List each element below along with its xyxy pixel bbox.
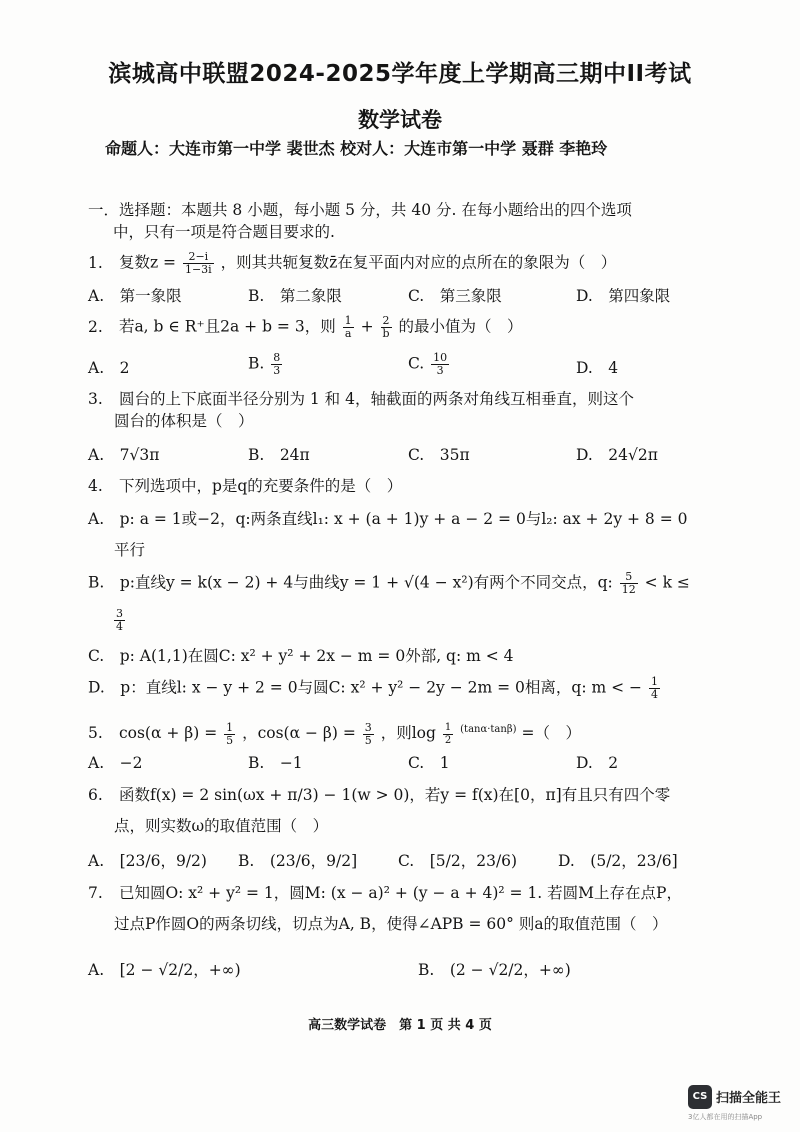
option-d: D. (5/2，23/6]: [558, 852, 678, 870]
option-a: A. [23/6，9/2): [88, 852, 207, 870]
q2-f2-top: 2: [381, 315, 392, 328]
question-2: [88, 315, 523, 340]
option-c: C. 35π: [408, 446, 470, 464]
option-a: A. 第一象限: [88, 287, 182, 305]
option-b-top: 8: [273, 351, 281, 364]
option-b-fraction: [271, 352, 282, 377]
q3-line2: 圆台的体积是（ ）: [114, 412, 254, 430]
q2-options: [88, 351, 688, 380]
q3-line1: 圆台的上下底面半径分别为 1 和 4，轴截面的两条对角线互相垂直，则这个: [118, 390, 634, 408]
question-4: [88, 475, 402, 497]
q4-option-b: [88, 571, 690, 596]
q4-b2-top: 3: [116, 607, 123, 620]
option-c-label: C.: [408, 354, 425, 373]
q4-d-top: 1: [650, 675, 658, 688]
q4-b-bottom: 12: [621, 583, 636, 596]
question-number: 4.: [88, 477, 103, 495]
q5-exponent: (tanα·tanβ): [460, 724, 517, 735]
q4-d-bottom: 4: [650, 688, 658, 701]
question-3: [88, 388, 634, 410]
question-3-cont: [114, 410, 254, 432]
option-c: [408, 352, 451, 377]
q4-b-fraction-2: [114, 608, 125, 633]
q6-line2: 点，则实数ω的取值范围（ ）: [114, 817, 329, 835]
q5-post: ，则log: [380, 724, 436, 743]
option-c: C. 1: [408, 754, 450, 772]
q3-options: [88, 443, 688, 467]
q2-stem-post: 的最小值为（ ）: [398, 317, 523, 336]
q1-stem-post: ，则其共轭复数z̄在复平面内对应的点所在的象限为（ ）: [220, 253, 617, 272]
q5-pre: cos(α + β) =: [118, 724, 218, 743]
q7-line1: 已知圆O: x² + y² = 1，圆M: (x − a)² + (y − a + 4)² = 1. 若圆M上存在点P，: [118, 884, 682, 902]
option-b: [248, 352, 284, 377]
q6-options: [88, 849, 688, 873]
q5-fraction-1: [224, 722, 235, 747]
q5-f1-top: 1: [226, 720, 234, 734]
q4-option-c: [88, 645, 514, 667]
q2-fraction-1: [343, 315, 354, 340]
question-number: 3.: [88, 390, 103, 408]
q5-mid: ，cos(α − β) =: [242, 724, 356, 743]
q5-f1-bottom: 5: [226, 733, 234, 747]
q1-fraction: [183, 251, 214, 276]
option-d: D. 2: [576, 754, 619, 772]
option-d: D. 第四象限: [576, 287, 671, 305]
question-number: 5.: [88, 724, 103, 743]
q2-plus: +: [360, 317, 374, 336]
page-subtitle: 数学试卷: [358, 108, 442, 132]
camscanner-watermark: [688, 1085, 788, 1121]
option-c: C. 第三象限: [408, 287, 502, 305]
q4-option-d: [88, 676, 662, 701]
option-b: B. −1: [248, 754, 303, 772]
option-c: C. [5/2，23/6): [398, 852, 518, 870]
option-a: A. 2: [88, 359, 130, 377]
watermark-app-name: 扫描全能王: [716, 1091, 782, 1106]
option-d: D. 24√2π: [576, 446, 658, 464]
question-number: 2.: [88, 317, 103, 336]
q4-b-line1: B. p:直线y = k(x − 2) + 4与曲线y = 1 + √(4 − x²)有两个不同交点，q:: [88, 573, 613, 592]
q4-option-b-cont: [112, 608, 127, 633]
q4-a-line2: 平行: [114, 541, 146, 559]
q7-options: [88, 958, 688, 982]
q5-f2-bottom: 5: [364, 733, 372, 747]
q4-c-text: C. p: A(1,1)在圆C: x² + y² + 2x − m = 0外部, q: m < 4: [88, 647, 514, 665]
q4-b-post: < k ≤: [644, 573, 690, 592]
watermark-tagline: 3亿人都在用的扫描App: [688, 1113, 763, 1121]
section-heading-line1: 一．选择题：本题共 8 小题，每小题 5 分，共 40 分. 在每小题给出的四个选项: [88, 201, 632, 219]
option-b-label: B.: [248, 354, 265, 373]
q5-base-bottom: 2: [444, 734, 452, 746]
option-b: B. 24π: [248, 446, 310, 464]
camscanner-logo-icon: CS: [688, 1085, 712, 1109]
q5-fraction-2: [363, 722, 374, 747]
option-b: B. (2 − √2/2，+∞): [418, 961, 571, 979]
question-7-cont: [114, 913, 668, 935]
section-heading-line2: 中，只有一项是符合题目要求的.: [113, 223, 335, 241]
page-footer: 高三数学试卷 第 1 页 共 4 页: [308, 1018, 492, 1033]
question-number: 6.: [88, 786, 103, 804]
question-6-cont: [114, 815, 328, 837]
q5-options: [88, 751, 688, 775]
q4-option-a: [88, 508, 687, 530]
option-b-bottom: 3: [273, 364, 281, 377]
q4-b-fraction: [620, 571, 638, 596]
q4-d-fraction: [649, 676, 660, 701]
q4-b2-bottom: 4: [116, 620, 123, 633]
question-number: 1.: [88, 253, 103, 272]
q6-line1: 函数f(x) = 2 sin(ωx + π/3) − 1(w > 0)，若y = f(x)在[0，π]有且只有四个零: [118, 786, 671, 804]
q4-d-text: D. p：直线l: x − y + 2 = 0与圆C: x² + y² − 2y − 2m = 0相离，q: m < −: [88, 678, 643, 697]
q5-log-base: [443, 722, 453, 747]
q5-base-top: 1: [444, 721, 452, 733]
option-c-fraction: [431, 352, 449, 377]
q4-b-top: 5: [620, 571, 638, 584]
question-1: [88, 251, 616, 276]
author-line: 命题人：大连市第一中学 裴世杰 校对人：大连市第一中学 聂群 李艳玲: [105, 139, 608, 158]
q7-line2: 过点P作圆O的两条切线，切点为A, B，使得∠APB = 60° 则a的取值范围（ ）: [114, 915, 668, 933]
question-number: 7.: [88, 884, 103, 902]
q1-options: [88, 284, 688, 308]
q2-fraction-2: [381, 315, 392, 340]
question-7: [88, 882, 682, 904]
q1-frac-bottom: 1−3i: [184, 263, 212, 276]
q2-f1-top: 1: [344, 314, 352, 327]
q1-stem-pre: 复数z =: [118, 253, 177, 272]
question-6: [88, 784, 670, 806]
q5-end: =（ ）: [521, 724, 581, 743]
page-title: 滨城高中联盟2024-2025学年度上学期高三期中II考试: [108, 61, 692, 87]
option-b: B. 第二象限: [248, 287, 342, 305]
option-a: A. −2: [88, 754, 143, 772]
q1-frac-top: 2−i: [183, 251, 214, 264]
option-d: D. 4: [576, 359, 619, 377]
q5-f2-top: 3: [364, 720, 372, 734]
section-heading: [88, 199, 632, 221]
question-5: [88, 719, 581, 747]
section-heading-cont: [113, 221, 335, 243]
q4-a-line1: A. p: a = 1或−2，q:两条直线l₁: x + (a + 1)y + a − 2 = 0与l₂: ax + 2y + 8 = 0: [88, 510, 688, 528]
option-b: B. (23/6，9/2]: [238, 852, 358, 870]
q2-f2-bottom: b: [382, 327, 390, 340]
q4-stem: 下列选项中，p是q的充要条件的是（ ）: [118, 477, 403, 495]
q2-stem-pre: 若a, b ∈ R⁺且2a + b = 3，则: [118, 317, 336, 336]
option-a: A. [2 − √2/2，+∞): [88, 961, 241, 979]
q2-f1-bottom: a: [344, 327, 352, 340]
option-c-top: 10: [433, 351, 448, 364]
q4-option-a-cont: [114, 539, 145, 561]
option-a: A. 7√3π: [88, 446, 160, 464]
option-c-bottom: 3: [436, 364, 444, 377]
